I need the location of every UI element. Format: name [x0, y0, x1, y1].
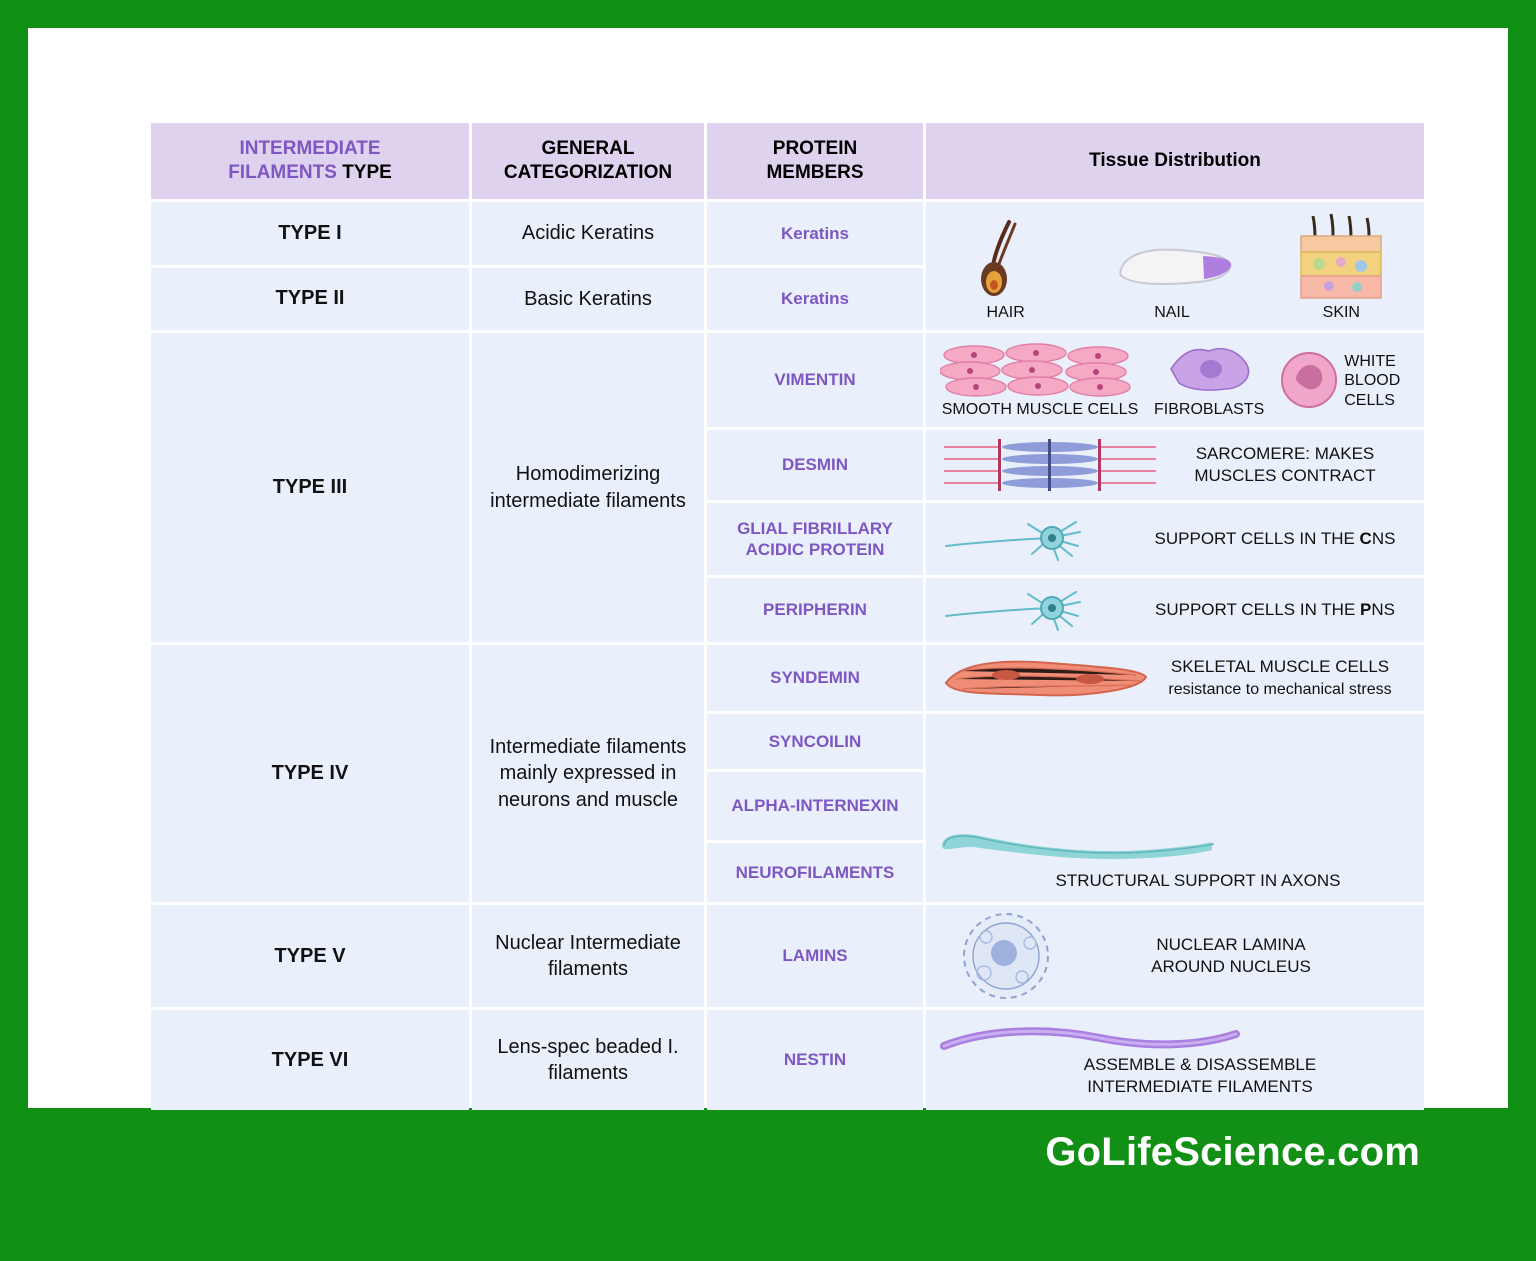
protein-cell-syncoilin: SYNCOILIN [707, 714, 923, 769]
category-cell-type-ii: Basic Keratins [472, 268, 704, 331]
hair-icon [963, 216, 1049, 302]
table-row [151, 1010, 1424, 1110]
syndemin-label-line2: resistance to mechanical stress [1168, 680, 1392, 698]
header-gc-line2: CATEGORIZATION [503, 162, 673, 183]
header-if-type-line1: INTERMEDIATE [239, 138, 381, 160]
protein-cell-neurofilaments: NEUROFILAMENTS [707, 843, 923, 902]
gfap-label-pre: SUPPORT CELLS IN THE [1154, 528, 1360, 548]
protein-cell-syndemin: SYNDEMIN [707, 645, 923, 711]
tissue-cell-lamins [926, 905, 1424, 1007]
gfap-label-post: NS [1371, 528, 1396, 548]
glial-cell-icon [940, 512, 1140, 566]
smooth-muscle-illustration-group [940, 341, 1140, 419]
smooth-muscle-caption: SMOOTH MUSCLE CELLS [941, 401, 1139, 418]
protein-cell-desmin: DESMIN [707, 430, 923, 500]
protein-cell-gfap: GLIAL FIBRILLARY ACIDIC PROTEIN [707, 503, 923, 575]
header-if-type [151, 123, 469, 199]
gfap-label [1140, 528, 1410, 550]
lamins-label-line1: NUCLEAR LAMINA [1156, 934, 1306, 954]
smooth-muscle-cells-icon [940, 341, 1140, 399]
skeletal-muscle-cell-icon [940, 651, 1150, 705]
neurofilament-label: STRUCTURAL SUPPORT IN AXONS [1055, 870, 1341, 890]
nestin-label [990, 1054, 1410, 1098]
nucleus-icon [960, 911, 1052, 1001]
header-if-type-line2-black: TYPE [342, 162, 392, 183]
table-row [151, 905, 1424, 1007]
type-cell-type-ii: TYPE II [151, 268, 469, 331]
header-pm-line1: PROTEIN [772, 138, 858, 160]
hair-caption: HAIR [986, 304, 1025, 321]
header-pm-line2: MEMBERS [766, 162, 864, 183]
fibroblast-caption: FIBROBLASTS [1154, 401, 1265, 418]
protein-cell-nestin: NESTIN [707, 1010, 923, 1110]
tissue-cell-vimentin [926, 333, 1424, 427]
skin-caption: SKIN [1322, 304, 1360, 321]
header-gc-line1: GENERAL [541, 138, 635, 160]
peripherin-label-pre: SUPPORT CELLS IN THE [1155, 599, 1361, 619]
desmin-label-line1: SARCOMERE: MAKES [1195, 443, 1375, 463]
type-cell-type-vi: TYPE VI [151, 1010, 469, 1110]
protein-cell-alpha-internexin: ALPHA-INTERNEXIN [707, 772, 923, 840]
protein-cell-vimentin: VIMENTIN [707, 333, 923, 427]
category-cell-type-i: Acidic Keratins [472, 202, 704, 265]
sarcomere-icon [940, 437, 1160, 493]
lamins-label [1052, 934, 1410, 978]
type-cell-type-v: TYPE V [151, 905, 469, 1007]
nestin-label-line1: ASSEMBLE & DISASSEMBLE [1083, 1054, 1317, 1074]
type-cell-type-iv: TYPE IV [151, 645, 469, 902]
syndemin-label-line1: SKELETAL MUSCLE CELLS [1170, 656, 1390, 676]
axon-icon [936, 824, 1216, 868]
table-row [151, 333, 1424, 427]
content-card [28, 28, 1508, 1108]
gfap-label-bold: C [1359, 528, 1372, 548]
syndemin-label [1150, 656, 1410, 701]
tissue-cell-nestin [926, 1010, 1424, 1110]
nestin-label-line2: INTERMEDIATE FILAMENTS [1087, 1076, 1313, 1096]
nail-icon [1108, 232, 1236, 302]
skin-icon [1295, 212, 1387, 302]
desmin-label [1160, 443, 1410, 487]
desmin-label-line2: MUSCLES CONTRACT [1194, 466, 1376, 485]
protein-cell-peripherin: PERIPHERIN [707, 578, 923, 642]
category-cell-type-iv: Intermediate filaments mainly expressed in neurons and muscle [472, 645, 704, 902]
table-header-row [151, 123, 1424, 199]
wbc-illustration-group [1278, 349, 1428, 411]
tissue-cell-syndemin [926, 645, 1424, 711]
table-row [151, 645, 1424, 711]
nail-illustration-group [1108, 232, 1236, 322]
category-cell-type-v: Nuclear Intermediate filaments [472, 905, 704, 1007]
skin-illustration-group [1295, 212, 1387, 322]
fibroblast-illustration-group [1154, 341, 1264, 419]
tissue-cell-peripherin [926, 578, 1424, 642]
peripherin-label-bold: P [1360, 599, 1372, 619]
white-blood-cell-icon [1278, 349, 1340, 411]
tissue-cell-desmin [926, 430, 1424, 500]
protein-cell-keratins-2: Keratins [707, 268, 923, 331]
nail-caption: NAIL [1154, 304, 1190, 321]
table-row [151, 202, 1424, 265]
peripheral-glial-cell-icon [940, 584, 1140, 636]
hair-illustration-group [963, 216, 1049, 322]
tissue-cell-keratins [926, 202, 1424, 330]
tissue-cell-gfap [926, 503, 1424, 575]
protein-cell-keratins-1: Keratins [707, 202, 923, 265]
header-general-categorization [472, 123, 704, 199]
category-cell-type-iii: Homodimerizing intermediate filaments [472, 333, 704, 642]
protein-cell-lamins: LAMINS [707, 905, 923, 1007]
type-cell-type-i: TYPE I [151, 202, 469, 265]
category-cell-type-vi: Lens-spec beaded I. filaments [472, 1010, 704, 1110]
peripherin-label [1140, 599, 1410, 621]
peripherin-label-post: NS [1371, 599, 1395, 619]
header-tissue-distribution: Tissue Distribution [926, 123, 1424, 199]
wbc-caption: WHITE BLOOD CELLS [1344, 353, 1401, 409]
lamins-label-line2: AROUND NUCLEUS [1151, 957, 1311, 976]
intermediate-filaments-table [148, 120, 1427, 1113]
header-if-type-line2-purple: FILAMENTS [228, 162, 337, 183]
type-cell-type-iii: TYPE III [151, 333, 469, 642]
site-brand: GoLifeScience.com [1045, 1130, 1420, 1174]
header-protein-members [707, 123, 923, 199]
tissue-cell-axon [926, 714, 1424, 902]
fibroblast-icon [1161, 341, 1257, 399]
